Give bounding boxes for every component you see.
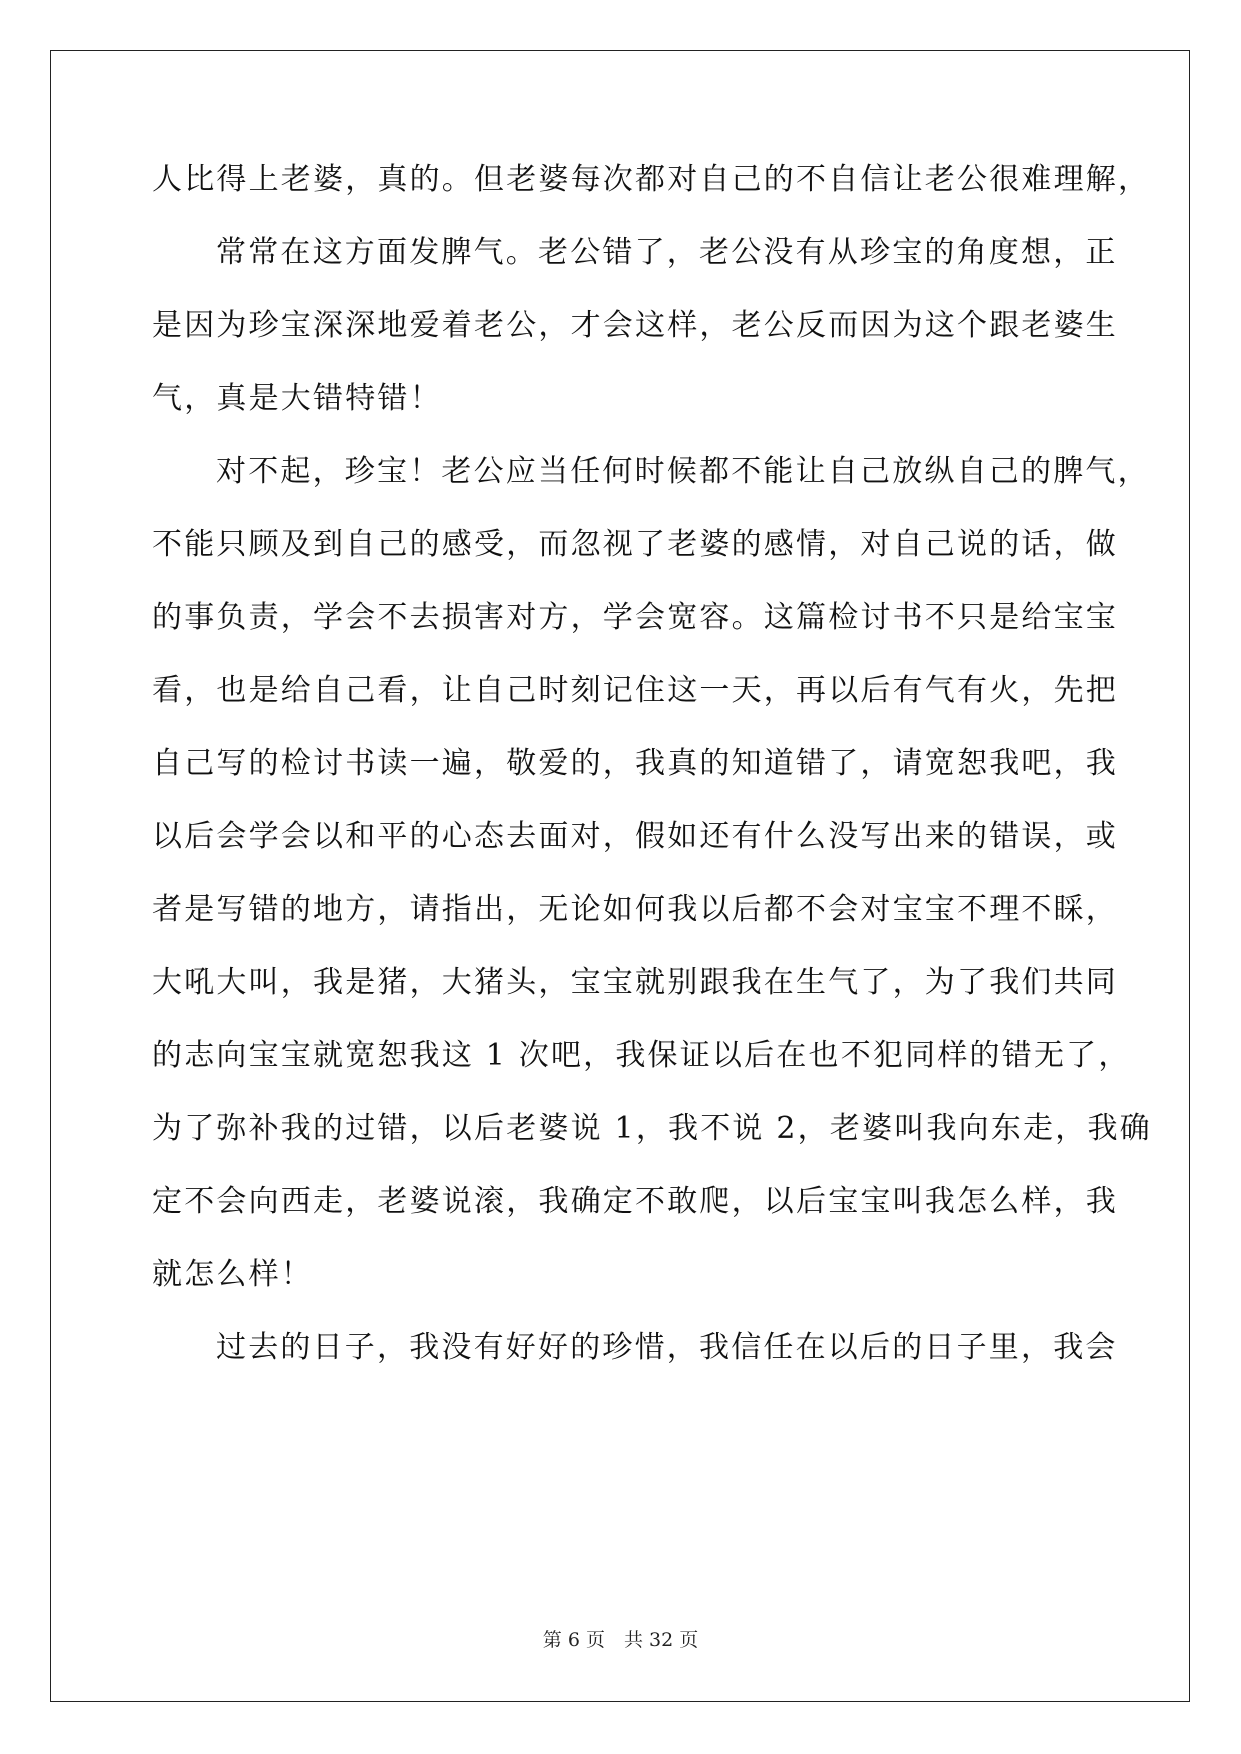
text-line: 者是写错的地方，请指出，无论如何我以后都不会对宝宝不理不睬， <box>152 892 1118 927</box>
text-line: 人比得上老婆，真的。但老婆每次都对自己的不自信让老公很难理解， <box>152 162 1151 197</box>
text-line: 看，也是给自己看，让自己时刻记住这一天，再以后有气有火，先把 <box>152 673 1118 708</box>
page-border <box>50 50 1190 1702</box>
text-line: 自己写的检讨书读一遍，敬爱的，我真的知道错了，请宽恕我吧，我 <box>152 746 1118 781</box>
text-line: 的事负责，学会不去损害对方，学会宽容。这篇检讨书不只是给宝宝 <box>152 600 1118 635</box>
text-line: 的志向宝宝就宽恕我这 1 次吧，我保证以后在也不犯同样的错无了， <box>152 1038 1131 1073</box>
text-line: 对不起，珍宝！老公应当任何时候都不能让自己放纵自己的脾气， <box>216 454 1150 489</box>
text-line: 定不会向西走，老婆说滚，我确定不敢爬，以后宝宝叫我怎么样，我 <box>152 1184 1118 1219</box>
text-line: 以后会学会以和平的心态去面对，假如还有什么没写出来的错误，或 <box>152 819 1118 854</box>
text-line: 常常在这方面发脾气。老公错了，老公没有从珍宝的角度想，正 <box>216 235 1118 270</box>
text-line: 过去的日子，我没有好好的珍惜，我信任在以后的日子里，我会 <box>216 1330 1118 1365</box>
text-line: 为了弥补我的过错，以后老婆说 1，我不说 2，老婆叫我向东走，我确 <box>152 1111 1152 1146</box>
text-line: 就怎么样！ <box>152 1257 313 1292</box>
page-number: 第 6 页 共 32 页 <box>542 1629 699 1651</box>
text-line: 不能只顾及到自己的感受，而忽视了老婆的感情，对自己说的话，做 <box>152 527 1118 562</box>
text-line: 大吼大叫，我是猪，大猪头，宝宝就别跟我在生气了，为了我们共同 <box>152 965 1118 1000</box>
text-line: 气，真是大错特错！ <box>152 381 442 416</box>
text-line: 是因为珍宝深深地爱着老公，才会这样，老公反而因为这个跟老婆生 <box>152 308 1118 343</box>
